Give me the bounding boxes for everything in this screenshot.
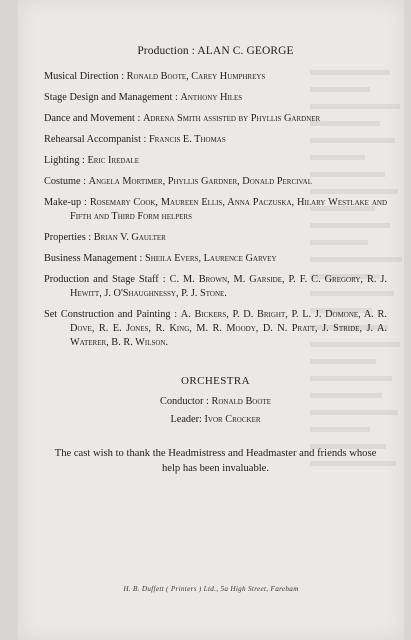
credit-names: Brian V. Gaulter bbox=[93, 232, 166, 243]
credit-names: C. M. Brown, M. Garside, P. F. C. Gregory, R. J. Hewitt, J. O'Shaughnessy, P. J. Stone. bbox=[70, 274, 388, 299]
credit-role: Business Management : bbox=[44, 253, 143, 264]
leader-name: Ivor Crocker bbox=[204, 414, 261, 425]
orchestra-conductor bbox=[44, 395, 387, 409]
production-director: ALAN C. GEORGE bbox=[197, 45, 294, 57]
production-heading bbox=[44, 44, 387, 58]
credit-role: Make-up : bbox=[44, 197, 87, 208]
credit-entry bbox=[44, 308, 387, 350]
credit-role: Costume : bbox=[44, 176, 87, 187]
credit-entry bbox=[44, 112, 387, 126]
credit-names: Ronald Boote, Carey Humphreys bbox=[126, 71, 266, 82]
credit-names: Adrena Smith assisted by Phyllis Gardner bbox=[142, 113, 321, 124]
credit-names: Francis E. Thomas bbox=[148, 134, 226, 145]
printer-imprint: H. B. Duffett ( Printers ) Ltd., 5a High Street, Fareham bbox=[123, 585, 299, 593]
conductor-name: Ronald Boote bbox=[211, 396, 271, 407]
credit-names: A. Bickers, P. D. Bright, P. L. J. Domone, A. R. Dove, R. E. Jones, R. King, M. R. Moody, D. N. Pratt, J. Stride, J. A. Waterer, B. R. Wilson. bbox=[70, 309, 387, 348]
credit-names: Angela Mortimer, Phyllis Gardner, Donald Percival bbox=[88, 176, 312, 187]
orchestra-leader bbox=[44, 413, 387, 427]
conductor-label: Conductor : bbox=[160, 396, 209, 407]
credit-role: Musical Direction : bbox=[44, 71, 125, 82]
credit-entry bbox=[44, 154, 387, 168]
credit-role: Set Construction and Painting : bbox=[44, 309, 178, 320]
credit-entry bbox=[44, 133, 387, 147]
credit-role: Lighting : bbox=[44, 155, 85, 166]
credit-entry bbox=[44, 231, 387, 245]
production-label: Production : bbox=[137, 45, 196, 57]
credit-entry bbox=[44, 70, 387, 84]
credit-role: Rehearsal Accompanist : bbox=[44, 134, 147, 145]
orchestra-section bbox=[44, 374, 387, 427]
leader-label: Leader: bbox=[170, 414, 202, 425]
credits-content bbox=[44, 44, 387, 476]
programme-page bbox=[18, 0, 404, 640]
credit-role: Properties : bbox=[44, 232, 92, 243]
credit-role: Stage Design and Management : bbox=[44, 92, 178, 103]
orchestra-title: ORCHESTRA bbox=[181, 375, 250, 387]
credit-names: Anthony Hiles bbox=[180, 92, 243, 103]
credit-list bbox=[44, 70, 387, 350]
thanks-note: The cast wish to thank the Headmistress and Headmaster and friends whose help has been invaluable. bbox=[54, 448, 377, 474]
credit-role: Dance and Movement : bbox=[44, 113, 141, 124]
credit-role: Production and Stage Staff : bbox=[44, 274, 166, 285]
credit-entry bbox=[44, 196, 387, 224]
credit-entry bbox=[44, 273, 387, 301]
credit-names: Rosemary Cook, Maureen Ellis, Anna Paczuska, Hilary Westlake and Fifth and Third Form helpers bbox=[70, 197, 388, 222]
credit-entry bbox=[44, 91, 387, 105]
credit-entry bbox=[44, 252, 387, 266]
credit-names: Eric Iredale bbox=[87, 155, 140, 166]
credit-names: Sheila Evers, Laurence Garvey bbox=[144, 253, 277, 264]
credit-entry bbox=[44, 175, 387, 189]
